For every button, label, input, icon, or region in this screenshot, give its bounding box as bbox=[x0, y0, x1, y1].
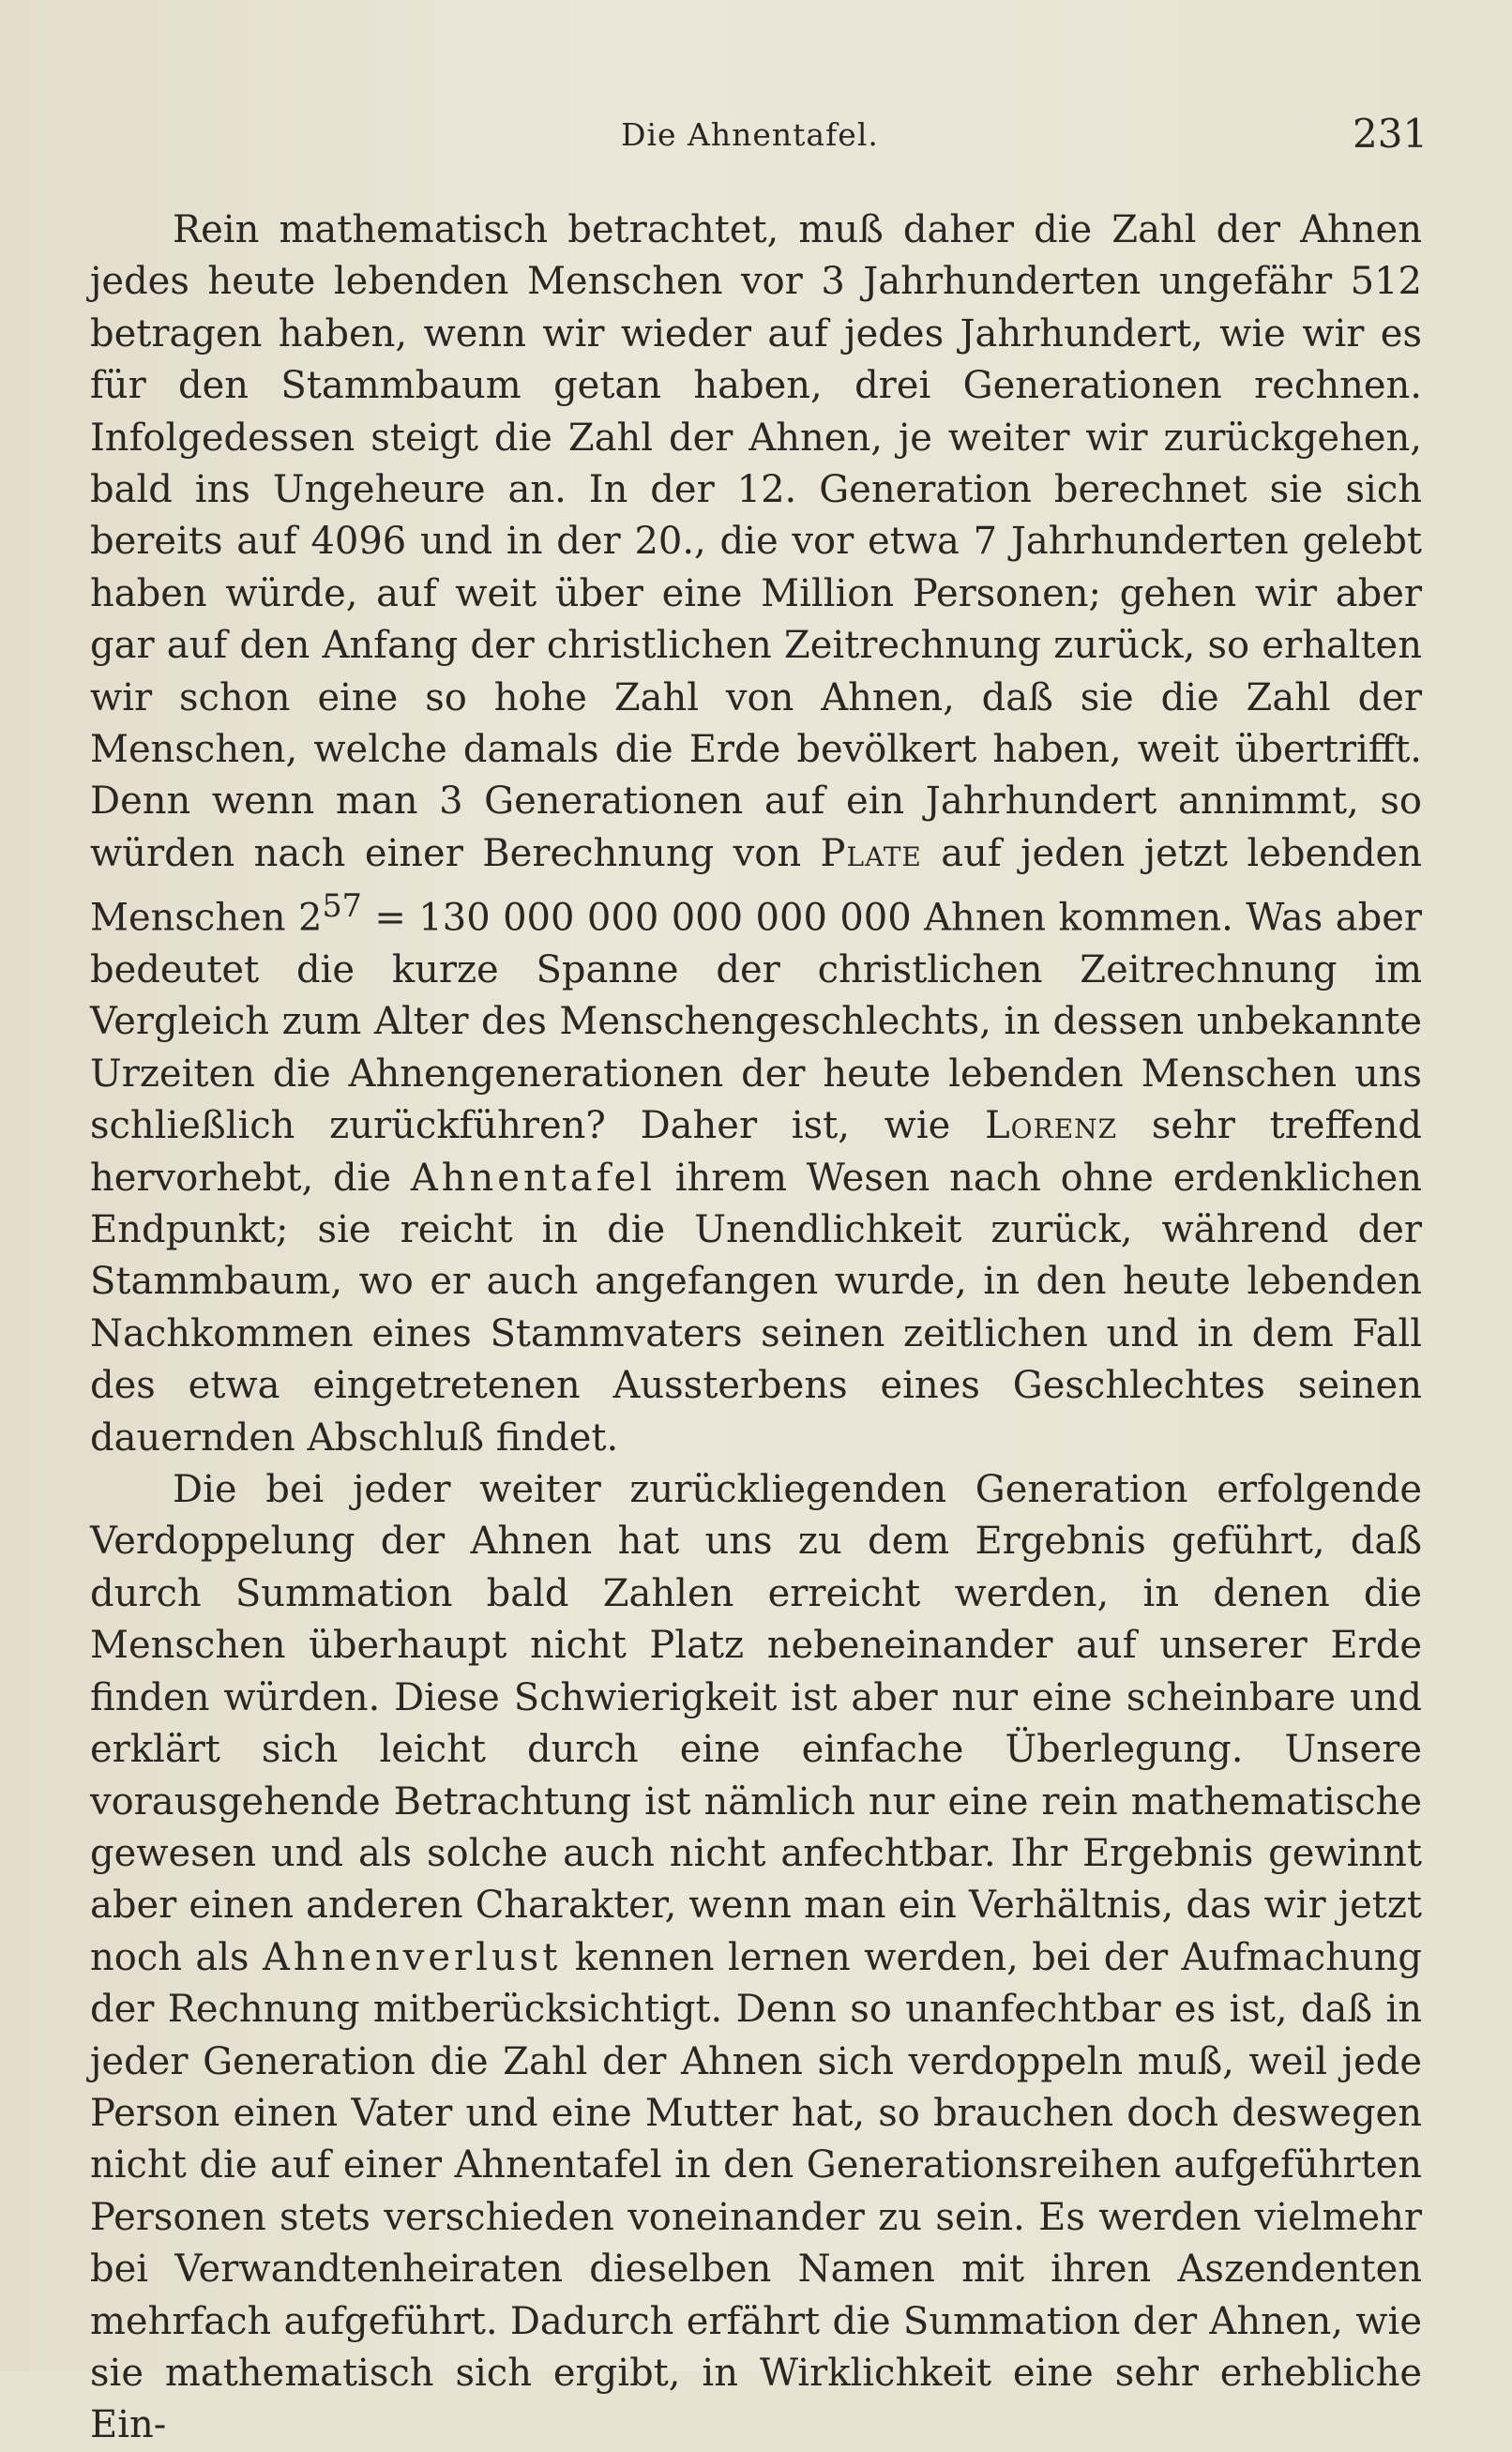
paragraph bbox=[90, 204, 1422, 1464]
spaced-term-ahnenverlust: Ahnenverlust bbox=[262, 1935, 562, 1979]
author-name-plate: Plate bbox=[820, 831, 922, 875]
spaced-term-ahnentafel: Ahnentafel bbox=[410, 1156, 656, 1200]
exponent: 57 bbox=[322, 887, 362, 925]
running-head bbox=[0, 111, 1512, 167]
text-run: Rein mathematisch betrachtet, muß daher die Zahl der Ahnen jedes heute lebenden Menschen vor 3 Jahrhunderten ungefähr 512 betragen haben, wenn wir wieder auf jedes Jahrhundert, wie wir es für den Stammbaum getan haben, drei Generationen rechnen. Infolgedessen steigt die Zahl der Ahnen, je weiter wir zurückgehen, bald ins Ungeheure an. In der 12. Generation berechnet sie sich bereits auf 4096 und in der 20., die vor etwa 7 Jahrhunderten gelebt haben würde, auf weit über eine Million Personen; gehen wir aber gar auf den Anfang der christlichen Zeitrechnung zurück, so erhalten wir schon eine so hohe Zahl von Ahnen, daß sie die Zahl der Menschen, welche damals die Erde bevölkert haben, weit übertrifft. Denn wenn man 3 Generationen auf ein Jahrhundert annimmt, so würden nach einer Berechnung von bbox=[90, 208, 1422, 875]
text-run: ihrem Wesen nach ohne erdenklichen Endpunkt; sie reicht in die Unendlichkeit zurück, während der Stammbaum, wo er auch angefangen wurde, in den heute lebenden Nachkommen eines Stammvaters seinen zeitlichen und in dem Fall des etwa eingetretenen Aussterbens eines Geschlechtes seinen dauernden Abschluß findet. bbox=[90, 1156, 1423, 1460]
page-number: 231 bbox=[1353, 111, 1429, 157]
text-run: = 130 000 000 000 000 000 Ahnen kommen. Was aber bedeutet die kurze Spanne der christlichen Zeitrechnung im Vergleich zum Alter des Menschengeschlechts, in dessen unbekannte Urzeiten die Ahnengenerationen der heute lebenden Menschen uns schließlich zurückführen? Daher ist, wie bbox=[90, 896, 1422, 1148]
body-text bbox=[90, 204, 1422, 2452]
text-run: auf jeden jetzt lebenden Menschen 2 bbox=[90, 831, 1422, 940]
text-run: sehr treffend hervorhebt, die bbox=[90, 1104, 1422, 1200]
text-run: kennen lernen werden, bei der Aufmachung der Rechnung mitberücksichtigt. Denn so unanfechtbar es ist, daß in jeder Generation die Zahl der Ahnen sich verdoppeln muß, weil jede Person einen Vater und eine Mutter hat, so brauchen doch deswegen nicht die auf einer Ahnentafel in den Generationsreihen aufgeführten Personen stets verschieden voneinander zu sein. Es werden vielmehr bei Verwandtenheiraten dieselben Namen mit ihren Aszendenten mehrfach aufgeführt. Dadurch erfährt die Summation der Ahnen, wie sie mathematisch sich ergibt, in Wirklichkeit eine sehr erhebliche Ein- bbox=[90, 1935, 1423, 2447]
author-name-lorenz: Lorenz bbox=[985, 1104, 1118, 1148]
text-run: Die bei jeder weiter zurückliegenden Generation erfolgende Verdoppelung der Ahnen hat uns zu dem Ergebnis geführt, daß durch Summation bald Zahlen erreicht werden, in denen die Menschen überhaupt nicht Platz nebeneinander auf unserer Erde finden würden. Diese Schwierigkeit ist aber nur eine scheinbare und erklärt sich leicht durch eine einfache Überlegung. Unsere vorausgehende Betrachtung ist nämlich nur eine rein mathematische gewesen und als solche auch nicht anfechtbar. Ihr Ergebnis gewinnt aber einen anderen Charakter, wenn man ein Verhältnis, das wir jetzt noch als bbox=[90, 1468, 1422, 1979]
paragraph bbox=[90, 1464, 1422, 2452]
running-title: Die Ahnentafel. bbox=[621, 116, 879, 153]
